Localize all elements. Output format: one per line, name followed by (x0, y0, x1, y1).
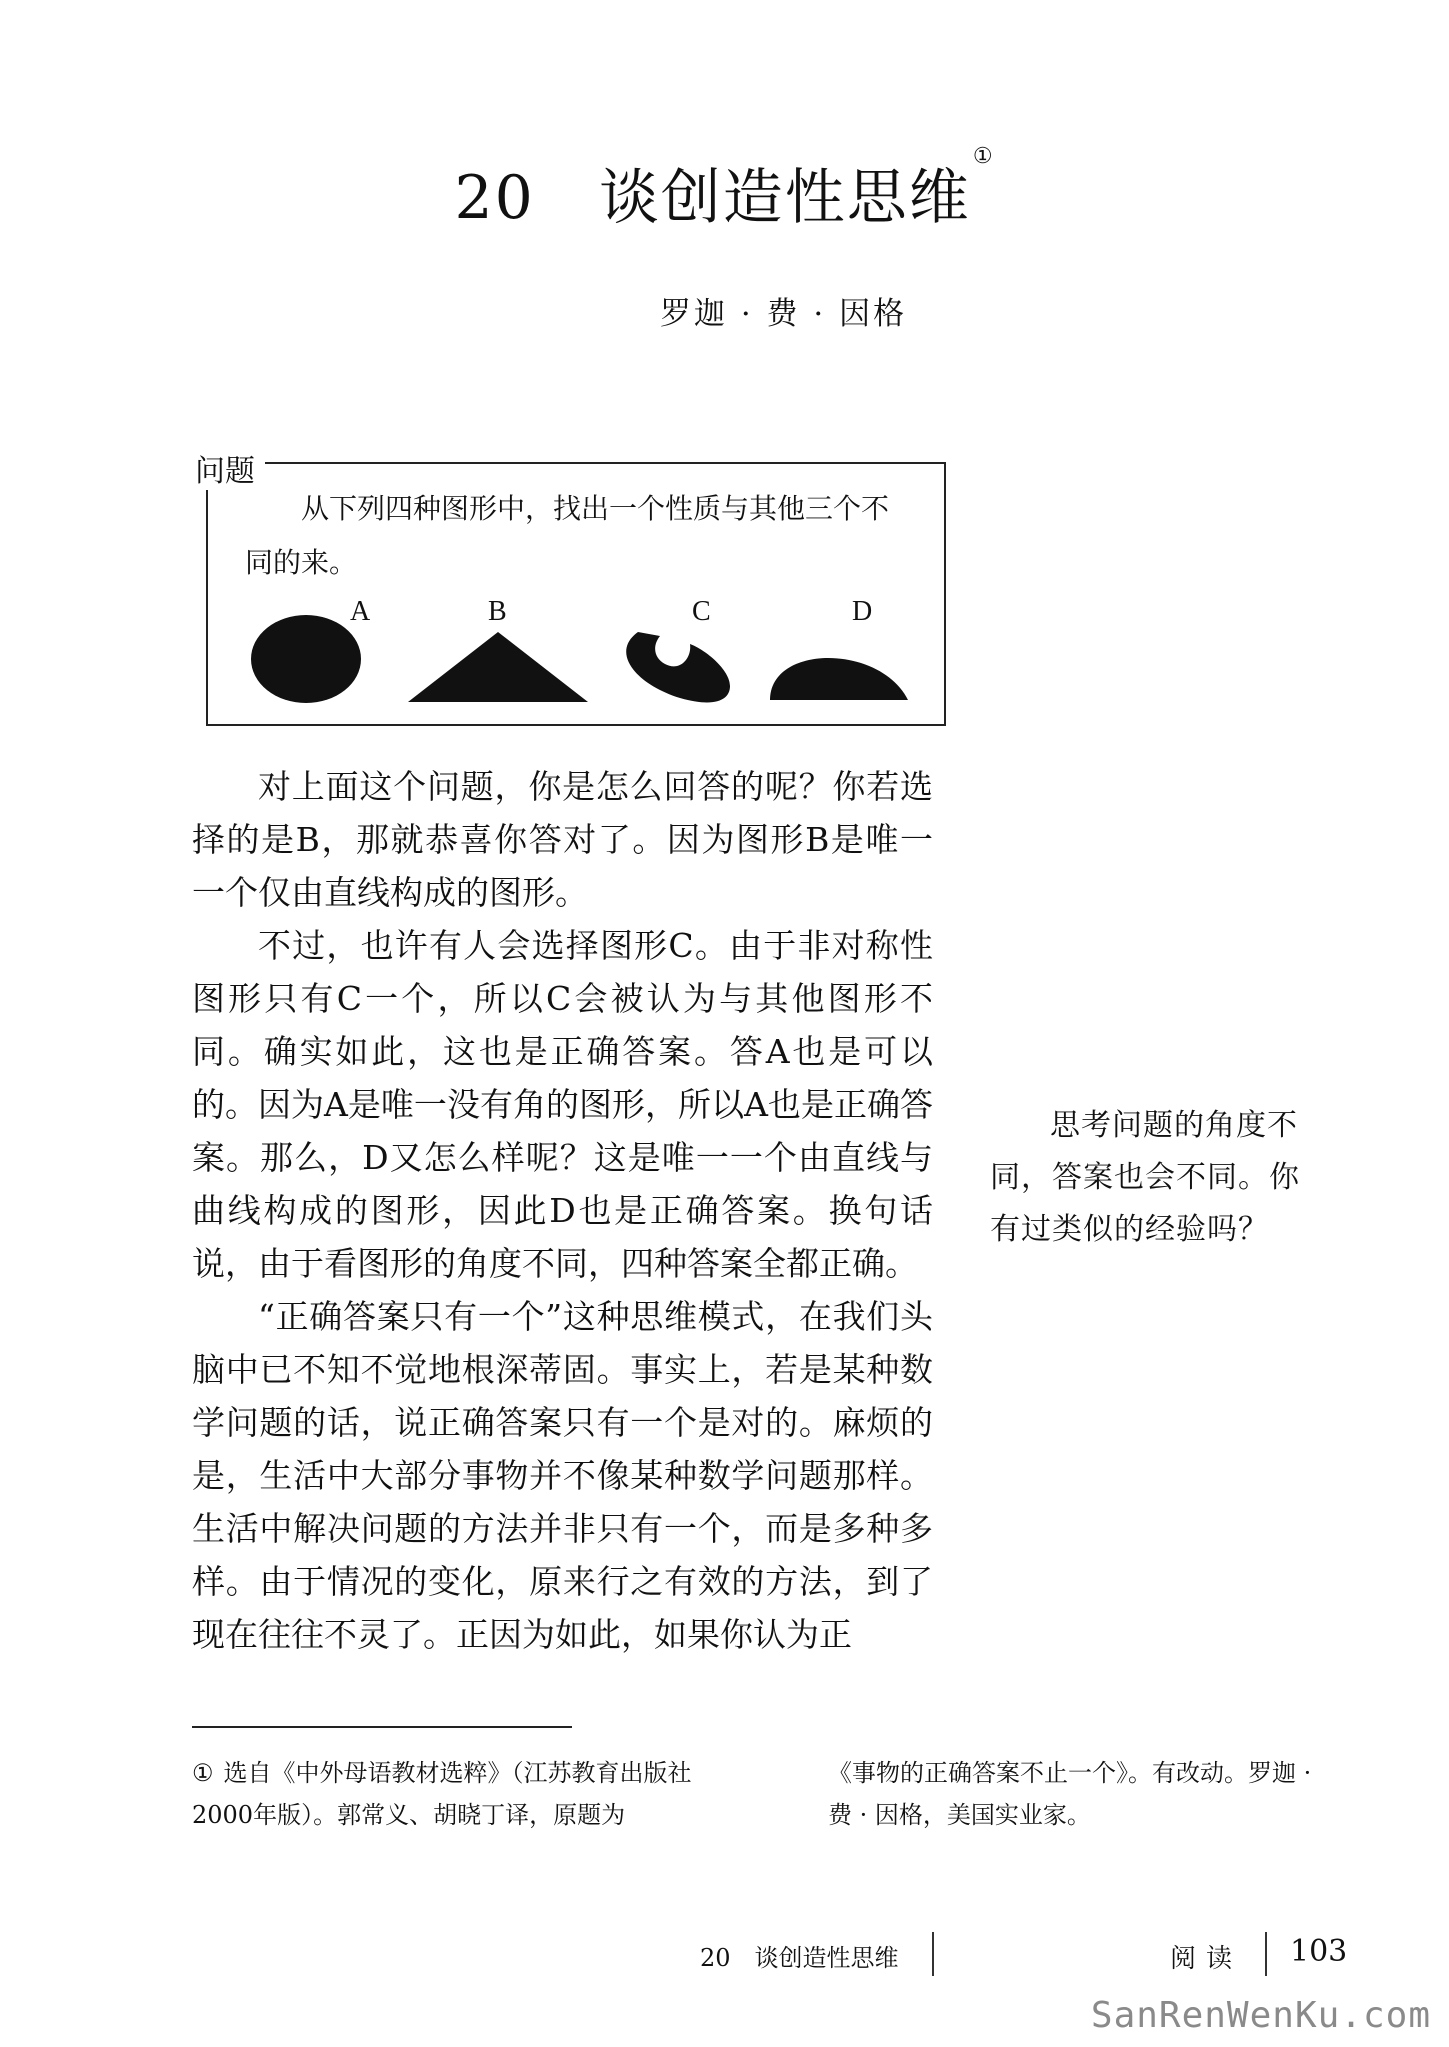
shape-c (626, 596, 730, 702)
asymmetric-curve-shape-icon (626, 632, 730, 702)
body-text (192, 760, 933, 1661)
lesson-number: 20 (454, 163, 535, 233)
page-number: 103 (1290, 1934, 1348, 1969)
lesson-title (0, 144, 1449, 236)
ellipse-shape-icon (251, 615, 361, 703)
author-name: 罗迦 · 费 · 因格 (660, 296, 908, 332)
problem-shapes (240, 592, 920, 712)
margin-note: 思考问题的角度不同，答案也会不同。你有过类似的经验吗？ (990, 1108, 1300, 1247)
paragraph-3: “正确答案只有一个”这种思维模式，在我们头脑中已不知不觉地根深蒂固。事实上，若是某种数学问题的话，说正确答案只有一个是对的。麻烦的是，生活中大部分事物并不像某种数学问题那样。生活中解决问题的方法并非只有一个，而是多种多样。由于情况的变化，原来行之有效的方法，到了现在往往不灵了。正因为如此，如果你认为正 (192, 1297, 933, 1654)
shape-b-label: B (488, 596, 507, 627)
footer-divider (1265, 1932, 1267, 1976)
half-ellipse-shape-icon (770, 658, 908, 700)
footnote-divider (192, 1726, 572, 1728)
watermark: SanRenWenKu.com (1090, 1995, 1431, 2036)
footnote-left (192, 1752, 737, 1836)
shape-d (770, 596, 908, 700)
shape-b (408, 596, 588, 702)
shape-a (251, 596, 371, 703)
paragraph-2: 不过，也许有人会选择图形C。由于非对称性图形只有C一个，所以C会被认为与其他图形不同。确实如此，这也是正确答案。答A也是可以的。因为A是唯一没有角的图形，所以A也是正确答案。那么，D又怎么样呢？这是唯一一个由直线与曲线构成的图形，因此D也是正确答案。换句话说，由于看图形的角度不同，四种答案全都正确。 (192, 926, 933, 1283)
footer-lesson-title: 20 谈创造性思维 (700, 1944, 899, 1972)
shape-a-label: A (350, 596, 371, 627)
footnote-left-text: 选自《中外母语教材选粹》（江苏教育出版社2000年版）。郭常义、胡晓丁译，原题为 (192, 1759, 692, 1829)
footnote-right: 《事物的正确答案不止一个》。有改动。罗迦 · 费 · 因格，美国实业家。 (828, 1759, 1312, 1829)
shape-c-label: C (692, 596, 711, 627)
footer-divider (932, 1932, 934, 1976)
footnote-mark: ① (192, 1759, 214, 1787)
problem-text: 从下列四种图形中，找出一个性质与其他三个不同的来。 (245, 492, 890, 579)
lesson-title-text: 谈创造性思维 (598, 163, 971, 233)
title-footnote-mark[interactable]: ① (972, 144, 995, 169)
triangle-shape-icon (408, 632, 588, 702)
problem-label: 问题 (195, 446, 265, 490)
footer-section: 阅读 (1170, 1944, 1243, 1974)
paragraph-1: 对上面这个问题，你是怎么回答的呢？你若选择的是B，那就恭喜你答对了。因为图形B是唯一一个仅由直线构成的图形。 (192, 767, 933, 912)
shape-d-label: D (852, 596, 873, 627)
